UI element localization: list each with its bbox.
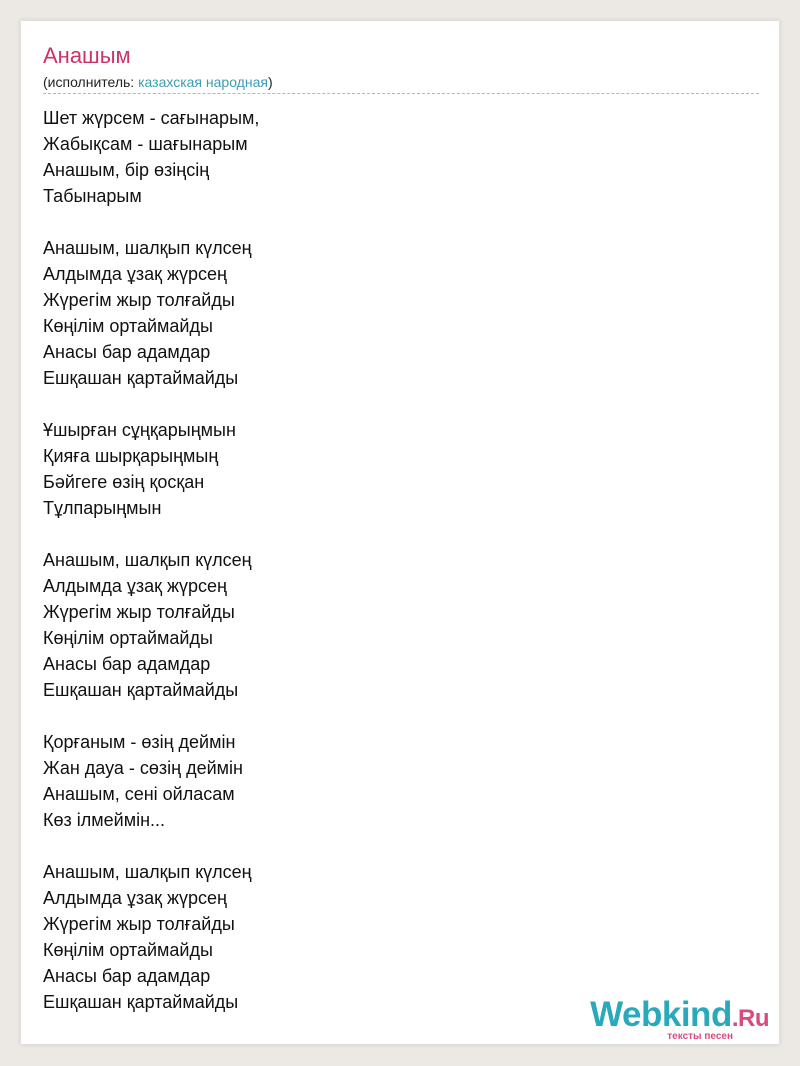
lyric-line: Ешқашан қартаймайды — [43, 368, 239, 388]
lyric-line: Алдымда ұзақ жүрсең — [43, 888, 227, 908]
lyric-line: Көз ілмеймін... — [43, 810, 166, 830]
stanza — [43, 417, 259, 521]
lyric-line: Табынарым — [43, 186, 142, 206]
lyric-line: Тұлпарыңмын — [43, 498, 162, 518]
lyric-line: Жүрегім жыр толғайды — [43, 290, 235, 310]
lyric-line: Бәйгеге өзің қосқан — [43, 472, 205, 492]
site-logo[interactable] — [590, 997, 769, 1042]
lyric-line: Анасы бар адамдар — [43, 654, 211, 674]
stanza — [43, 105, 259, 209]
lyric-line: Жан дауа - сөзің деймін — [43, 758, 243, 778]
lyric-line: Анашым, шалқып күлсең — [43, 862, 252, 882]
stanza — [43, 859, 259, 1015]
lyric-line: Анашым, бір өзіңсің — [43, 160, 210, 180]
artist-suffix: ) — [267, 74, 273, 90]
stanza — [43, 729, 259, 833]
lyric-line: Жүрегім жыр толғайды — [43, 602, 235, 622]
stanza — [43, 235, 259, 391]
title-divider — [43, 93, 759, 94]
lyric-line: Қорғаным - өзің деймін — [43, 732, 236, 752]
lyric-line: Ұшырған сұңқарыңмын — [43, 420, 236, 440]
artist-link[interactable]: казахская народная — [138, 74, 268, 90]
logo-tagline: тексты песен — [667, 1031, 733, 1042]
logo-word: Webkind — [590, 995, 732, 1034]
lyric-line: Қияға шырқарыңмың — [43, 446, 219, 466]
lyric-line: Шет жүрсем - сағынарым, — [43, 108, 260, 128]
lyric-line: Ешқашан қартаймайды — [43, 992, 239, 1012]
lyric-line: Жүрегім жыр толғайды — [43, 914, 235, 934]
lyric-line: Көңілім ортаймайды — [43, 316, 213, 336]
lyric-line: Анасы бар адамдар — [43, 342, 211, 362]
lyric-line: Ешқашан қартаймайды — [43, 680, 239, 700]
lyric-line: Көңілім ортаймайды — [43, 628, 213, 648]
stanza — [43, 547, 259, 703]
lyric-line: Анашым, сені ойласам — [43, 784, 235, 804]
lyric-line: Көңілім ортаймайды — [43, 940, 213, 960]
lyric-line: Жабықсам - шағынарым — [43, 134, 248, 154]
lyric-line: Алдымда ұзақ жүрсең — [43, 576, 227, 596]
logo-tld: .Ru — [731, 1005, 769, 1032]
lyrics-card — [21, 21, 779, 1044]
artist-prefix: (исполнитель: — [43, 74, 139, 90]
lyric-line: Анашым, шалқып күлсең — [43, 238, 252, 258]
song-title: Анашым — [43, 43, 131, 68]
lyric-line: Алдымда ұзақ жүрсең — [43, 264, 227, 284]
lyrics-text — [43, 105, 259, 1041]
lyric-line: Анашым, шалқып күлсең — [43, 550, 252, 570]
lyric-line: Анасы бар адамдар — [43, 966, 211, 986]
artist-line — [43, 73, 273, 91]
